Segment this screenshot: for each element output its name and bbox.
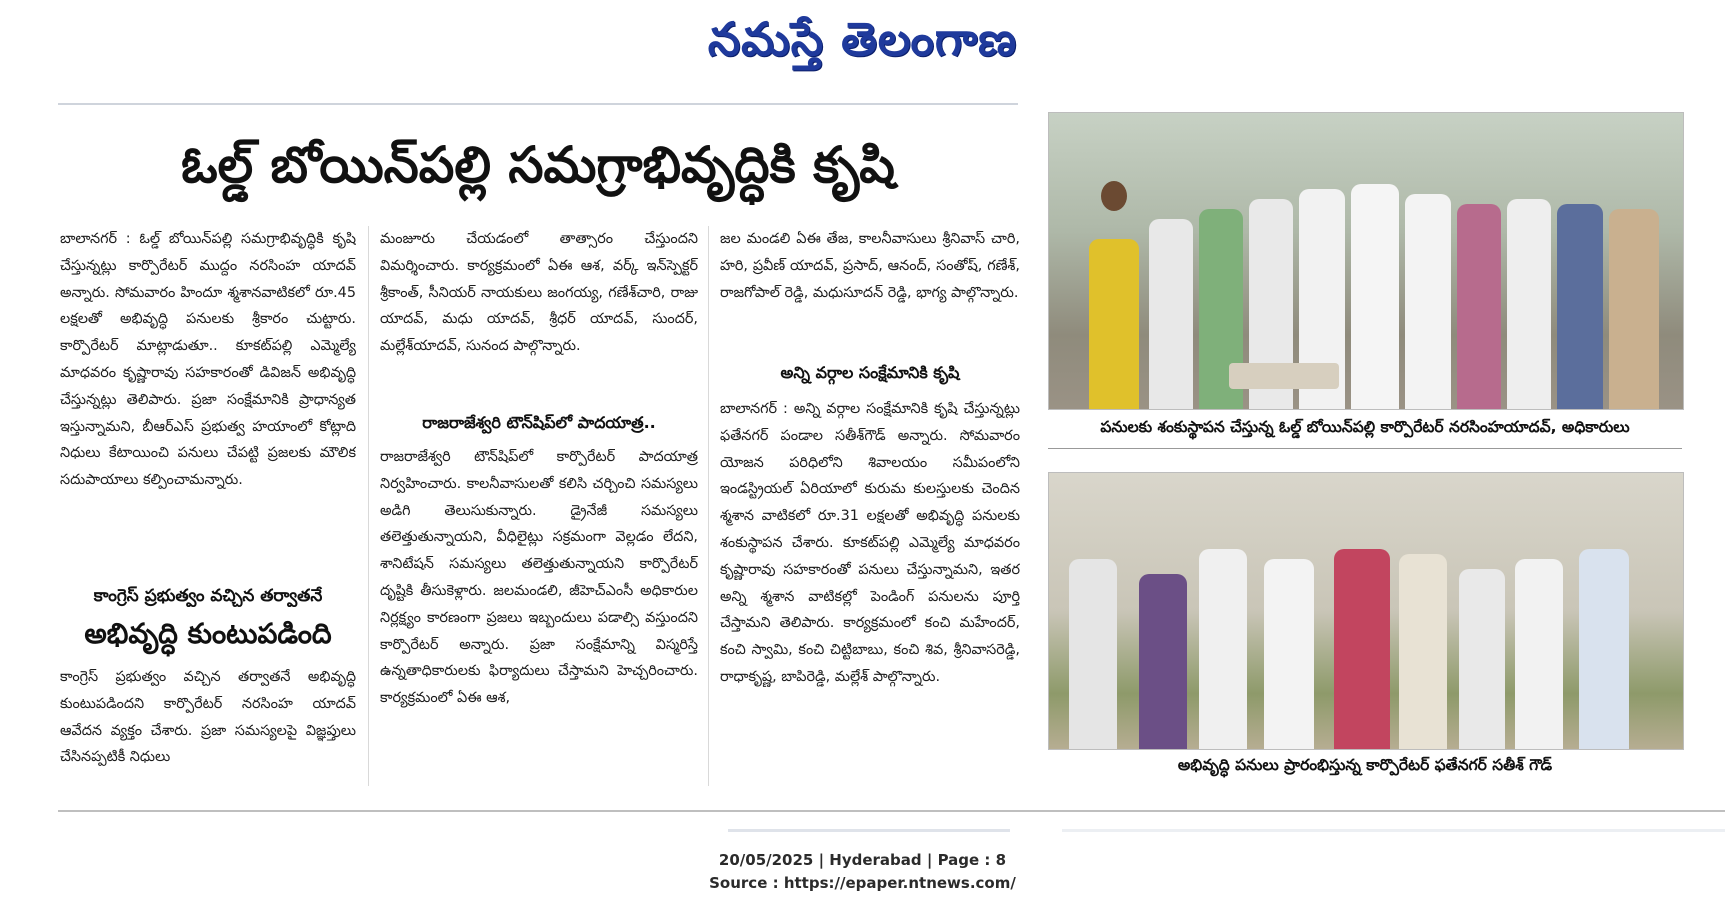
- divider: [1062, 829, 1725, 832]
- source-link[interactable]: Source : https://epaper.ntnews.com/: [709, 874, 1016, 892]
- column-divider: [708, 226, 709, 786]
- divider: [728, 829, 1010, 832]
- column-divider: [368, 226, 369, 786]
- article-column-2: [380, 226, 698, 402]
- person-figure: [1089, 239, 1139, 409]
- masthead-logo: నమస్తే తెలంగాణ: [707, 12, 1018, 66]
- news-photo-1: [1048, 112, 1684, 410]
- subheading-large: అభివృద్ధి కుంటుపడింది: [84, 617, 332, 650]
- news-photo-2: [1048, 472, 1684, 750]
- subheading: రాజరాజేశ్వరి టౌన్‌షిప్‌లో పాదయాత్ర..: [422, 413, 656, 432]
- paragraph: మంజూరు చేయడంలో తాత్సారం చేస్తుందని విమర్శించారు. కార్యక్రమంలో ఏఈ ఆశ, వర్క్ ఇన్‌స్పెక్టర్ శ్రీకాంత్, సీనియర్ నాయకులు జంగయ్య, గణేశ్‌చారి, రాజు యాదవ్, మధు యాదవ్, శ్రీధర్ యాదవ్, సుందర్, మల్లేశ్‌యాదవ్, సునంద పాల్గొన్నారు.: [380, 231, 698, 355]
- article-column-2-cont: [380, 444, 698, 786]
- divider: [58, 103, 1018, 105]
- page-info: 20/05/2025 | Hyderabad | Page : 8: [718, 851, 1007, 869]
- subheading-small: కాంగ్రెస్ ప్రభుత్వం వచ్చిన తర్వాతనే: [93, 586, 323, 606]
- paragraph: బాలానగర్ : ఓల్డ్ బోయిన్‌పల్లి సమగ్రాభివృద్ధికి కృషి చేస్తున్నట్లు కార్పొరేటర్ ముద్దం నరసింహ యాదవ్ అన్నారు. సోమవారం హిందూ శ్మశానవాటికలో రూ.45 లక్షలతో అభివృద్ధి పనులకు శ్రీకారం చుట్టారు. కార్పొరేటర్ మాట్లాడుతూ.. కూకట్‌పల్లి ఎమ్మెల్యే మాధవరం కృష్ణారావు సహకారంతో డివిజన్ అభివృద్ధి చేస్తున్నట్లు తెలిపారు. ప్రజా సంక్షేమానికి ప్రాధాన్యత ఇస్తున్నామని, బీఆర్ఎస్ ప్రభుత్వ హయాంలో కోట్లాది నిధులు కేటాయించి పనులు చేపట్టి ప్రజలకు మౌలిక సదుపాయాలు కల్పించామన్నారు.: [60, 231, 356, 489]
- subheading: అన్ని వర్గాల సంక్షేమానికి కృషి: [780, 363, 960, 382]
- photo-caption-1: పనులకు శంకుస్థాపన చేస్తున్న ఓల్డ్ బోయిన్‌పల్లి కార్పొరేటర్ నరసింహయాదవ్, అధికారులు: [1100, 418, 1630, 436]
- paragraph: కాంగ్రెస్ ప్రభుత్వం వచ్చిన తర్వాతనే అభివృద్ధి కుంటుపడిందని కార్పొరేటర్ నరసింహ యాదవ్ ఆవేదన వ్యక్తం చేశారు. ప్రజా సమస్యలపై విజ్ఞప్తులు చేసినప్పటికీ నిధులు: [60, 669, 356, 766]
- divider: [1048, 448, 1682, 449]
- divider: [58, 810, 1725, 812]
- photo-caption-2: అభివృద్ధి పనులు ప్రారంభిస్తున్న కార్పొరేటర్ ఫతేనగర్ సతీశ్ గౌడ్: [1177, 756, 1553, 774]
- paragraph: రాజరాజేశ్వరి టౌన్‌షిప్‌లో కార్పొరేటర్ పాదయాత్ర నిర్వహించారు. కాలనీవాసులతో కలిసి చర్చించి సమస్యలు అడిగి తెలుసుకున్నారు. డ్రైనేజీ సమస్యలు తలెత్తుతున్నాయని, వీధిలైట్లు సక్రమంగా వెల్లడం లేదని, శానిటేషన్ సమస్యలు తలెత్తుతున్నాయని కార్పొరేటర్ దృష్టికి తీసుకెళ్లారు. జలమండలి, జీహెచ్ఎంసీ అధికారుల నిర్లక్ష్యం కారణంగా ప్రజలు ఇబ్బందులు పడాల్సి వస్తుందని కార్పొరేటర్ అన్నారు. ప్రజా సంక్షేమాన్ని విస్మరిస్తే ఉన్నతాధికారులకు ఫిర్యాదులు చేస్తామని హెచ్చరించారు. కార్యక్రమంలో ఏఈ ఆశ,: [380, 449, 698, 707]
- article-column-1-cont: [60, 664, 356, 786]
- article-column-3-cont: [720, 396, 1020, 786]
- paragraph: బాలానగర్ : అన్ని వర్గాల సంక్షేమానికి కృషి చేస్తున్నట్లు ఫతేనగర్ పండాల సతీశ్‌గౌడ్ అన్నారు. సోమవారం యోజన పరిధిలోని శివాలయం సమీపంలోని ఇండస్ట్రియల్ ఏరియాలో కురుమ కులస్తులకు చెందిన శ్మశాన వాటికలో రూ.31 లక్షలతో అభివృద్ధి పనులకు శంకుస్థాపన చేశారు. కూకట్‌పల్లి ఎమ్మెల్యే మాధవరం కృష్ణారావు సహకారంతో పనులు చేస్తున్నామని, ఇతర అన్ని శ్మశాన వాటికల్లో పెండింగ్ పనులను పూర్తి చేస్తామని తెలిపారు. కార్యక్రమంలో కంచి మహేందర్, కంచి స్వామి, కంచి చిట్టిబాబు, కంచి శివ, శ్రీనివాసరెడ్డి, రాధాకృష్ణ, బాపిరెడ్డి, మల్లేశ్ పాల్గొన్నారు.: [720, 401, 1020, 685]
- headline: ఓల్డ్ బోయిన్‌పల్లి సమగ్రాభివృద్ధికి కృషి: [181, 136, 895, 194]
- article-column-3: [720, 226, 1020, 336]
- paragraph: జల మండలి ఏఈ తేజ, కాలనీవాసులు శ్రీనివాస్ చారి, హరి, ప్రవీణ్ యాదవ్, ప్రసాద్, ఆనంద్, సంతోష్, గణేశ్, రాజగోపాల్ రెడ్డి, మధుసూదన్ రెడ్డి, భాగ్య పాల్గొన్నారు.: [720, 231, 1020, 301]
